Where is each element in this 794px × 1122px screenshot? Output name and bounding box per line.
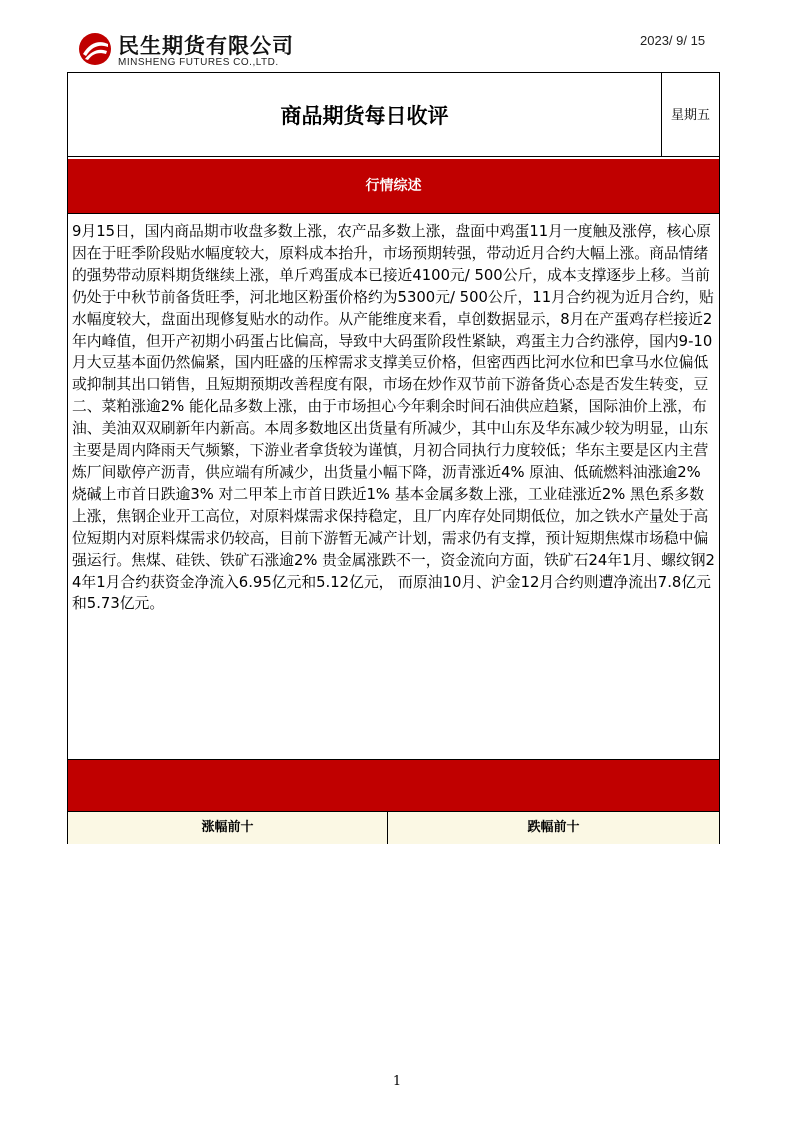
report-title: 商品期货每日收评 <box>68 73 662 156</box>
weekday-label: 星期五 <box>670 108 710 123</box>
market-summary-text: 9月15日，国内商品期市收盘多数上涨，农产品多数上涨，盘面中鸡蛋11月一度触及涨停，核心原因在于旺季阶段贴水幅度较大，原料成本抬升，市场预期转强，带动近月合约大幅上涨。商品情绪的强势带动原料期货继续上涨，单斤鸡蛋成本已接近4100元/ 500公斤，成本支撑逐步上移。当前仍处于中秋节前备货旺季，河北地区粉蛋价格约为5300元/ 500公斤，11月合约视为近月合约，贴水幅度较大，盘面出现修复贴水的动作。从产能维度来看，卓创数据显示，8月在产蛋鸡存栏接近2年内峰值，但开产初期小码蛋占比偏高，导致中大码蛋阶段性紧缺，鸡蛋主力合约涨停，国内9-10月大豆基本面仍然偏紧，国内旺盛的压榨需求支撑美豆价格，但密西西比河水位和巴拿马水位偏低或抑制其出口销售，且短期预期改善程度有限，市场在炒作双节前下游备货心态是否发生转变，豆二、菜粕涨逾2% 能化品多数上涨，由于市场担心今年剩余时间石油供应趋紧，国际油价上涨，布油、美油双双刷新年内新高。本周多数地区出货量有所减少，其中山东及华东减少较为明显，山东主要是周内降雨天气频繁，下游业者拿货较为谨慎，月初合同执行力度较低；华东主要是区内主营炼厂间歇停产沥青，供应端有所减少，出货量小幅下降，沥青涨近4% 原油、低硫燃料油涨逾2% 烧碱上市首日跌逾3% 对二甲苯上市首日跌近1% 基本金属多数上涨，工业硅涨近2% 黑色系多数上涨，焦钢企业开工高位，对原料煤需求保持稳定，且厂内库存处同期低位，加之铁水产量处于高位短期内对原料煤需求仍较高，目前下游暂无减产计划，需求仍有支撑，预计短期焦煤市场稳中偏强运行。焦煤、硅铁、铁矿石涨逾2% 贵金属涨跌不一，资金流向方面，铁矿石24年1月、螺纹钢24年1月合约获资金净流入6.95亿元和5.12亿元， 而原油10月、沪金12月合约则遭净流出7.8亿元和5.73亿元。 <box>72 223 715 613</box>
company-name-cn: 民生期货有限公司 <box>118 34 294 58</box>
title-row <box>68 73 719 157</box>
top-gainers-header: 涨幅前十 <box>68 812 388 844</box>
report-date: 2023/ 9/ 15 <box>640 33 706 48</box>
ranking-header-row <box>68 812 719 844</box>
section-title: 行情综述 <box>365 178 422 194</box>
report-frame <box>67 72 720 844</box>
company-name-en: MINSHENG FUTURES CO.,LTD. <box>118 57 279 68</box>
section-header-band <box>68 159 719 214</box>
top-losers-header: 跌幅前十 <box>527 820 580 835</box>
page-number: 1 <box>392 1074 402 1089</box>
truncated-table-row <box>67 844 720 848</box>
minsheng-logo-icon <box>78 32 112 66</box>
company-logo <box>78 28 318 72</box>
empty-red-band <box>68 759 719 812</box>
